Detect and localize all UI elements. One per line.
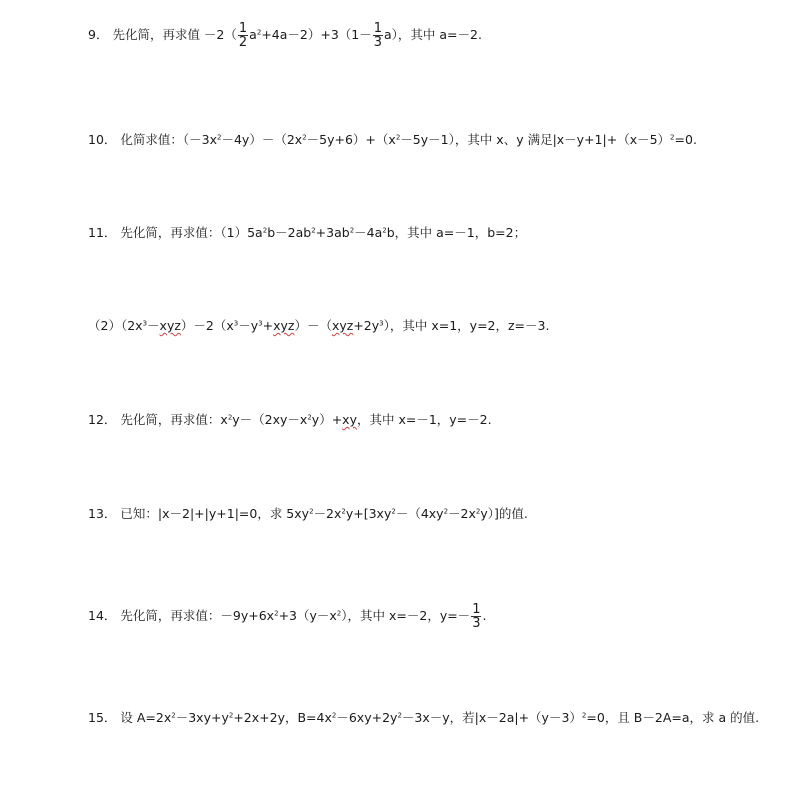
problem-text: +2x+2y，B=4x [233, 710, 332, 725]
problem-11 [88, 227, 526, 240]
problem-9 [88, 22, 482, 49]
exponent: 2 [670, 133, 675, 142]
problem-number: 9． [88, 27, 109, 42]
fraction-denominator: 3 [373, 35, 383, 50]
problem-text: 已知：|x－2|+|y+1|=0，求 5xy [120, 506, 310, 521]
exponent: 2 [397, 711, 402, 720]
problem-number: 11． [88, 225, 117, 240]
problem-number: 10． [88, 132, 117, 147]
fraction-numerator: 1 [373, 21, 383, 36]
problem-text: －5y－1），其中 x、y 满足|x－y+1|+（x－5） [400, 132, 671, 147]
spellcheck-underlined-term: xy [342, 412, 357, 427]
exponent: 2 [256, 28, 262, 37]
fraction-one-third [471, 603, 481, 630]
exponent: 2 [581, 711, 587, 720]
exponent: 2 [395, 133, 401, 142]
problem-text: －6xy+2y [336, 710, 398, 725]
fraction-one-third [373, 22, 383, 49]
exponent: 3 [142, 319, 148, 328]
problem-text: －y [238, 318, 259, 333]
exponent: 2 [349, 226, 355, 235]
problem-text: y）]的值. [480, 506, 528, 521]
exponent: 2 [331, 711, 337, 720]
exponent: 2 [227, 413, 233, 422]
problem-text: +3（y－x [278, 608, 337, 623]
exponent: 2 [336, 609, 342, 618]
problem-number: 14． [88, 608, 117, 623]
problem-text: y）+ [311, 412, 343, 427]
exponent: 2 [307, 413, 312, 422]
problem-text: ，其中 x=－1，y=－2. [356, 412, 492, 427]
problem-text: 设 A=2x [120, 710, 172, 725]
problem-number: 15． [88, 710, 117, 725]
problem-14 [88, 603, 486, 630]
exponent: 2 [475, 507, 481, 516]
problem-text: －4y）－（2x [221, 132, 303, 147]
exponent: 2 [302, 133, 307, 142]
exponent: 2 [171, 711, 176, 720]
problem-11-part-2 [88, 320, 549, 333]
problem-text: +2y [353, 318, 380, 333]
problem-text: 先化简，再求值 －2（ [112, 27, 237, 42]
problem-text: ），其中 x=1，y=2，z=－3. [383, 318, 550, 333]
exponent: 2 [274, 609, 279, 618]
problem-text: －3xy+y [175, 710, 229, 725]
problem-13 [88, 508, 528, 521]
problem-text: a [249, 27, 257, 42]
exponent: 3 [233, 319, 239, 328]
fraction-denominator: 3 [472, 616, 481, 631]
exponent: 2 [217, 133, 222, 142]
problem-text: 先化简，再求值：（1）5a [120, 225, 263, 240]
problem-text: 先化简，再求值：－9y+6x [120, 608, 275, 623]
fraction-one-half [238, 22, 248, 49]
fraction-numerator: 1 [472, 602, 481, 617]
problem-text: . [482, 608, 487, 623]
problem-10 [88, 134, 697, 147]
exponent: 2 [262, 226, 268, 235]
problem-text: ），其中 x=－2，y=－ [341, 608, 471, 623]
problem-text: =0，且 B－2A=a，求 a 的值. [586, 710, 760, 725]
problem-text: b，其中 a=－1，b=2； [386, 225, 527, 240]
exponent: 2 [311, 226, 316, 235]
problem-text: y－（2xy－x [232, 412, 308, 427]
problem-text: ）－2（x [180, 318, 234, 333]
fraction-numerator: 1 [238, 21, 248, 36]
exponent: 3 [258, 319, 263, 328]
exponent: 2 [382, 226, 387, 235]
problem-text: －（4xy [395, 506, 444, 521]
exponent: 2 [228, 711, 234, 720]
problem-text: +4a－2）+3（1－ [261, 27, 372, 42]
exponent: 2 [443, 507, 449, 516]
problem-text: b－2ab [267, 225, 312, 240]
exponent: 2 [341, 507, 346, 516]
problem-text: + [262, 318, 274, 333]
problem-text: －3x－y，若|x－2a|+（y－3） [401, 710, 582, 725]
problem-text: 化简求值：（－3x [120, 132, 218, 147]
problem-text: ）－（ [294, 318, 332, 333]
problem-text: 先化简，再求值：x [120, 412, 228, 427]
problem-12 [88, 414, 492, 427]
problem-text: y+[3xy [345, 506, 392, 521]
exponent: 3 [379, 319, 384, 328]
problem-text: －2x [313, 506, 342, 521]
problem-text: －5y+6）+（x [306, 132, 396, 147]
problem-text: － [147, 318, 160, 333]
exponent: 2 [391, 507, 396, 516]
problem-text: －2x [448, 506, 476, 521]
problem-text: －4a [354, 225, 383, 240]
problem-text: +3ab [315, 225, 350, 240]
problem-number: 13． [88, 506, 117, 521]
spellcheck-underlined-term: xyz [273, 318, 295, 333]
problem-15 [88, 712, 759, 725]
problem-number: 12． [88, 412, 117, 427]
spellcheck-underlined-term: xyz [331, 318, 354, 333]
problem-text: a），其中 a=－2. [384, 27, 482, 42]
spellcheck-underlined-term: xyz [159, 318, 181, 333]
problem-text: （2）（2x [88, 318, 143, 333]
problem-text: =0. [674, 132, 697, 147]
fraction-denominator: 2 [238, 35, 248, 50]
exponent: 2 [309, 507, 314, 516]
